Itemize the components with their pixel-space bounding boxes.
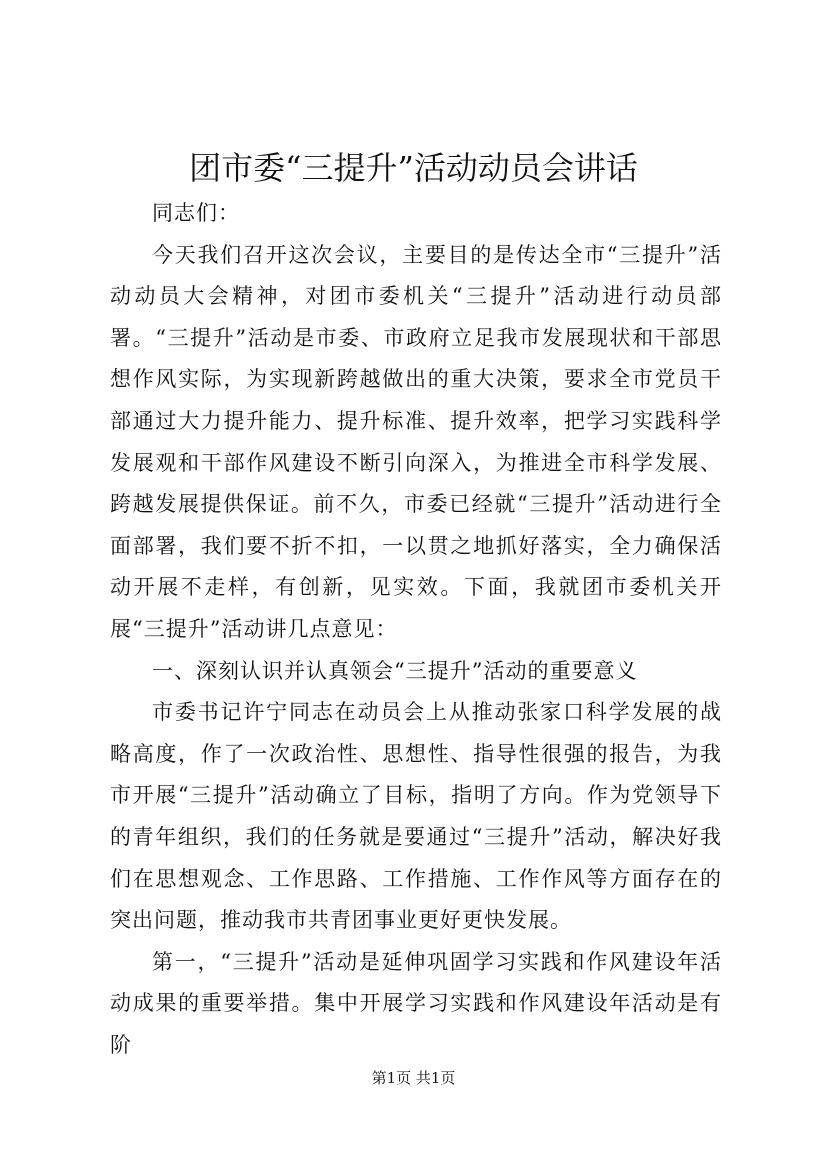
greeting: 同志们：	[152, 201, 240, 225]
paragraph-section-1: 市委书记许宁同志在动员会上从推动张家口科学发展的战略高度，作了一次政治性、思想性、指导性很强的报告，为我市开展“三提升”活动确立了目标，指明了方向。作为党领导下的青年组织，我们的任务就是要通过“三提升”活动，解决好我们在思想观念、工作思路、工作措施、工作作风等方面存在的突出问题，推动我市共青团事业更好更快发展。	[110, 700, 722, 933]
paragraph-point-1: 第一，“三提升”活动是延伸巩固学习实践和作风建设年活动成果的重要举措。集中开展学习实践和作风建设年活动是有阶	[110, 949, 722, 1057]
document-title: 团市委“三提升”活动动员会讲话	[189, 149, 638, 187]
document-body	[110, 193, 722, 1066]
page-footer: 第1页 共1页	[371, 1069, 456, 1087]
paragraph-intro: 今天我们召开这次会议，主要目的是传达全市“三提升”活动动员大会精神，对团市委机关“三提升”活动进行动员部署。“三提升”活动是市委、市政府立足我市发展现状和干部思想作风实际，为实现新跨越做出的重大决策，要求全市党员干部通过大力提升能力、提升标准、提升效率，把学习实践科学发展观和干部作风建设不断引向深入，为推进全市科学发展、跨越发展提供保证。前不久，市委已经就“三提升”活动进行全面部署，我们要不折不扣，一以贯之地抓好落实，全力确保活动开展不走样，有创新，见实效。下面，我就团市委机关开展“三提升”活动讲几点意见：	[110, 242, 722, 641]
section-heading-1: 一、深刻认识并认真领会“三提升”活动的重要意义	[152, 658, 638, 683]
